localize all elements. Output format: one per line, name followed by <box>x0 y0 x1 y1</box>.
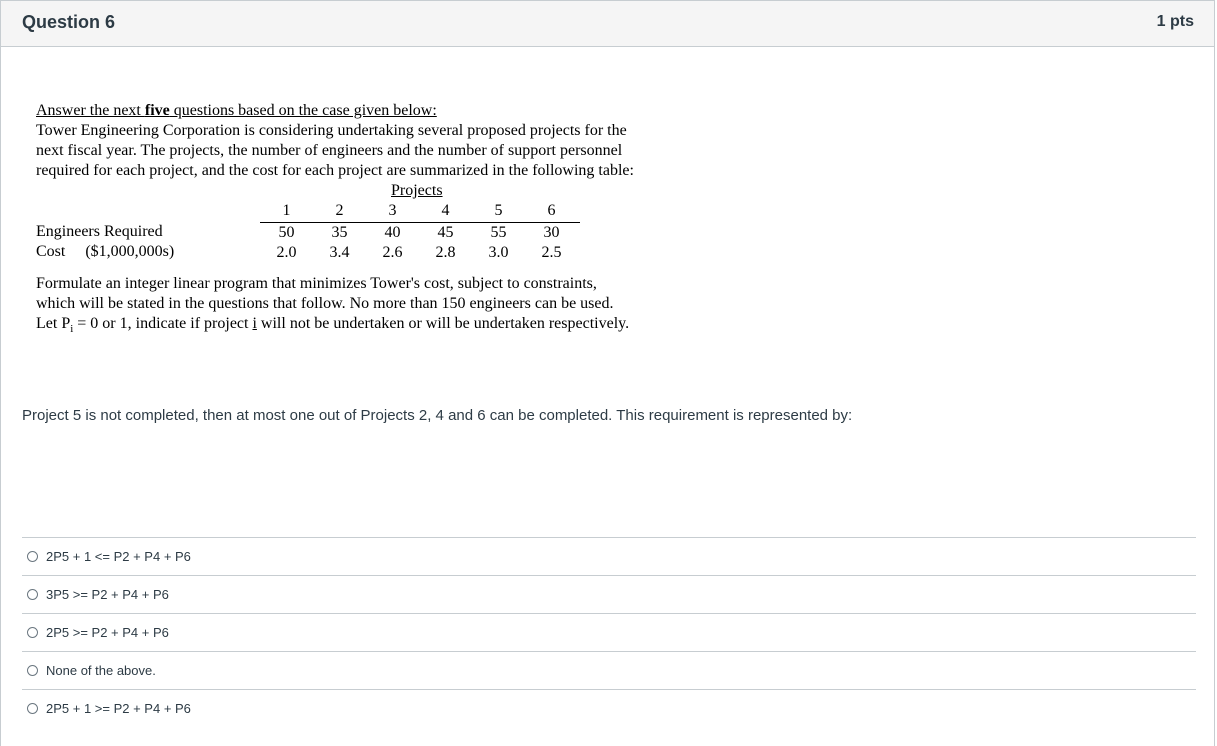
answer-option-2[interactable] <box>22 575 1196 613</box>
table-cell: 2.8 <box>435 244 456 261</box>
table-cell: 45 <box>437 224 454 241</box>
question-text: Project 5 is not completed, then at most one out of Projects 2, 4 and 6 can be completed. This requirement is represented by: <box>22 407 853 424</box>
projects-grid <box>260 201 580 263</box>
question-points: 1 pts <box>1156 13 1194 30</box>
project-col-header: 2 <box>335 202 344 219</box>
cost-unit: ($1,000,000s) <box>85 243 175 260</box>
table-cell: 35 <box>331 224 348 241</box>
answer-label: 2P5 + 1 <= P2 + P4 + P6 <box>46 549 191 564</box>
projects-header-row <box>260 201 580 223</box>
question-title: Question 6 <box>22 12 116 32</box>
table-cell: 55 <box>490 224 507 241</box>
formulate-suffix: will not be undertaken or will be undertaken respectively. <box>256 315 630 332</box>
answer-option-5[interactable] <box>22 689 1196 727</box>
case-line-1: Tower Engineering Corporation is considering undertaking several proposed projects for the <box>36 122 627 139</box>
intro-prefix: Answer the next <box>36 102 145 119</box>
project-col-header: 4 <box>441 202 450 219</box>
table-cell: 3.4 <box>329 244 350 261</box>
answer-label: 2P5 + 1 >= P2 + P4 + P6 <box>46 701 191 716</box>
answer-label: 3P5 >= P2 + P4 + P6 <box>46 587 169 602</box>
cost-label: Cost <box>36 243 66 260</box>
formulate-line-1: Formulate an integer linear program that minimizes Tower's cost, subject to constraints, <box>36 275 597 292</box>
case-intro <box>36 101 706 121</box>
formulate-text <box>36 274 706 339</box>
row-label-engineers: Engineers Required <box>36 223 163 240</box>
radio-button[interactable] <box>27 551 38 562</box>
projects-label: Projects <box>391 182 443 199</box>
formulate-sub: i <box>70 323 74 336</box>
answer-list <box>22 537 1196 727</box>
row-label-cost <box>36 242 174 262</box>
table-cell: 2.0 <box>276 244 297 261</box>
formulate-mid: = 0 or 1, indicate if project <box>73 315 253 332</box>
project-col-header: 5 <box>494 202 503 219</box>
engineers-row <box>260 223 580 243</box>
project-col-header: 3 <box>388 202 397 219</box>
answer-option-4[interactable] <box>22 651 1196 689</box>
table-cell: 30 <box>543 224 560 241</box>
projects-table <box>36 181 706 261</box>
radio-button[interactable] <box>27 589 38 600</box>
case-line-3: required for each project, and the cost for each project are summarized in the following table: <box>36 162 634 179</box>
table-cell: 2.5 <box>541 244 562 261</box>
formulate-line-3 <box>36 314 706 339</box>
radio-button[interactable] <box>27 627 38 638</box>
table-cell: 40 <box>384 224 401 241</box>
case-line-2: next fiscal year. The projects, the number of engineers and the number of support personnel <box>36 142 623 159</box>
intro-bold: five <box>144 102 170 119</box>
answer-label: 2P5 >= P2 + P4 + P6 <box>46 625 169 640</box>
intro-suffix: questions based on the case given below: <box>169 102 437 119</box>
cost-row <box>260 243 580 263</box>
table-cell: 2.6 <box>382 244 403 261</box>
row-labels <box>36 222 174 262</box>
table-cell: 50 <box>278 224 295 241</box>
answer-label: None of the above. <box>46 663 156 678</box>
project-col-header: 6 <box>547 202 556 219</box>
project-col-header: 1 <box>282 202 291 219</box>
formulate-line-2: which will be stated in the questions that follow. No more than 150 engineers can be used. <box>36 295 614 312</box>
radio-button[interactable] <box>27 665 38 676</box>
radio-button[interactable] <box>27 703 38 714</box>
formulate-i: i <box>252 315 257 332</box>
answer-option-1[interactable] <box>22 537 1196 575</box>
answer-option-3[interactable] <box>22 613 1196 651</box>
table-cell: 3.0 <box>488 244 509 261</box>
question-header <box>1 1 1214 47</box>
case-description <box>36 101 706 339</box>
formulate-prefix: Let P <box>36 315 71 332</box>
